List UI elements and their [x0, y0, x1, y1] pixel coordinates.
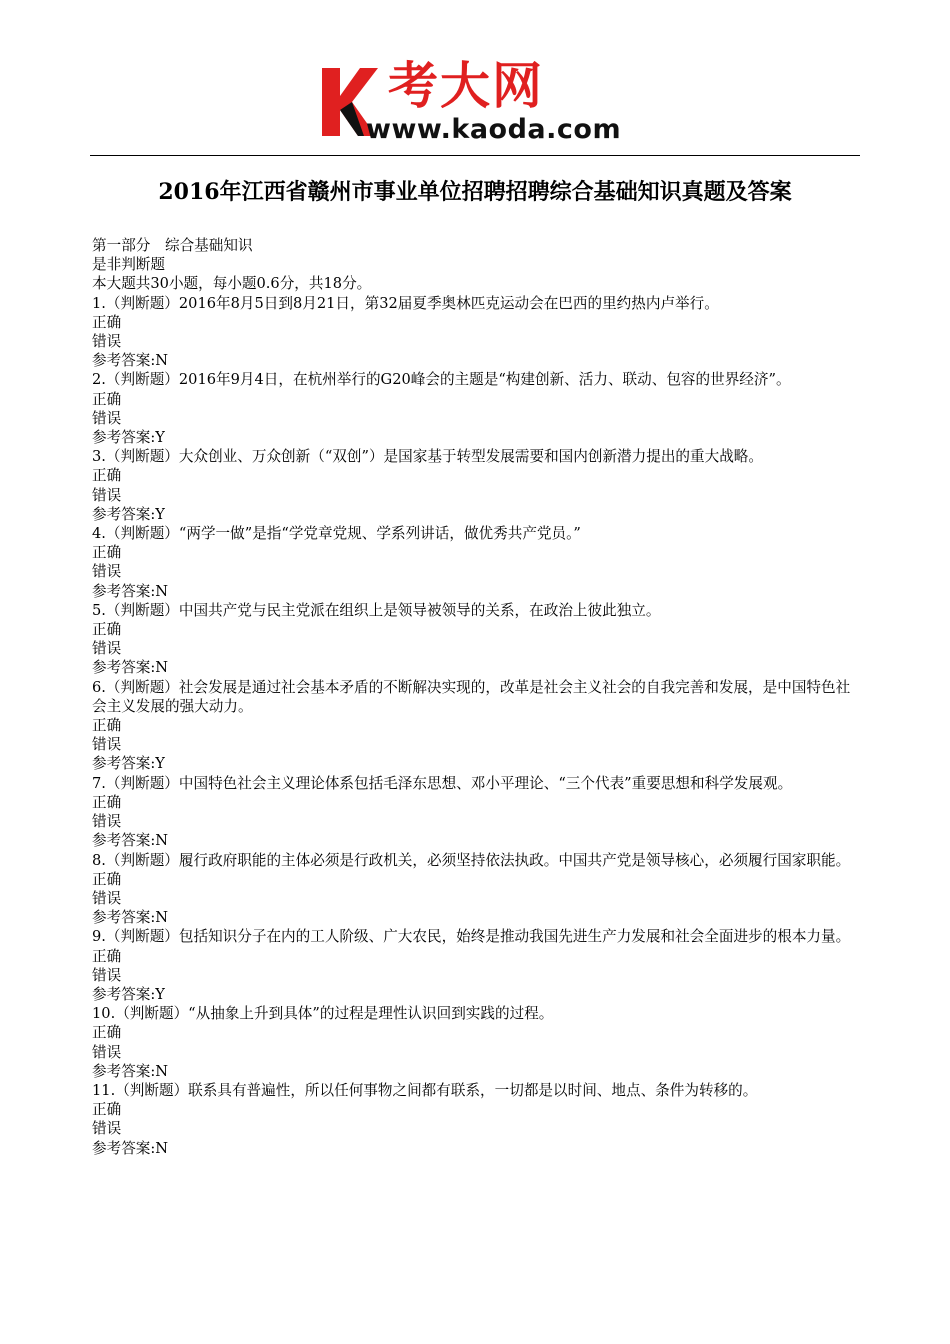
question-text: 9.（判断题）包括知识分子在内的工人阶级、广大农民，始终是推动我国先进生产力发展和社会全面进步的根本力量。: [92, 928, 851, 946]
option-false: 错误: [92, 333, 122, 351]
option-false: 错误: [92, 736, 122, 754]
question-text: 1.（判断题）2016年8月5日到8月21日，第32届夏季奥林匹克运动会在巴西的里约热内卢举行。: [92, 294, 719, 312]
option-false: 错误: [92, 486, 122, 504]
option-true: 正确: [92, 1024, 122, 1042]
option-true: 正确: [92, 1101, 122, 1119]
question-text: 6.（判断题）社会发展是通过社会基本矛盾的不断解决实现的，改革是社会主义社会的自我完善和发展，是中国特色社会主义发展的强大动力。: [92, 678, 851, 715]
logo-brand-name: 考大网: [388, 57, 544, 115]
reference-answer: 参考答案:N: [92, 1139, 169, 1157]
reference-answer: 参考答案:N: [92, 1062, 169, 1080]
reference-answer: 参考答案:Y: [92, 505, 165, 523]
option-false: 错误: [92, 966, 122, 984]
option-true: 正确: [92, 313, 122, 331]
part-heading: 第一部分 综合基础知识: [92, 237, 253, 254]
logo-url: www.kaoda.com: [366, 114, 622, 145]
option-false: 错误: [92, 1043, 122, 1061]
question-item: [92, 851, 854, 928]
question-text: 8.（判断题）履行政府职能的主体必须是行政机关，必须坚持依法执政。中国共产党是领导核心，必须履行国家职能。: [92, 851, 851, 869]
question-item: [92, 370, 854, 447]
question-item: [92, 678, 854, 774]
question-text: 3.（判断题）大众创业、万众创新（“双创”）是国家基于转型发展需要和国内创新潜力提出的重大战略。: [92, 448, 763, 466]
kaoda-logo: [318, 58, 648, 150]
page-title: 2016年江西省赣州市事业单位招聘招聘综合基础知识真题及答案: [158, 179, 792, 205]
question-item: [92, 1081, 854, 1158]
option-true: 正确: [92, 717, 122, 735]
question-item: [92, 601, 854, 678]
question-item: [92, 524, 854, 601]
reference-answer: 参考答案:N: [92, 832, 169, 850]
option-true: 正确: [92, 467, 122, 485]
header-divider: [90, 155, 860, 156]
reference-answer: 参考答案:Y: [92, 755, 165, 773]
option-true: 正确: [92, 947, 122, 965]
reference-answer: 参考答案:Y: [92, 429, 165, 447]
question-item: [92, 774, 854, 851]
question-item: [92, 447, 854, 524]
option-true: 正确: [92, 793, 122, 811]
question-text: 5.（判断题）中国共产党与民主党派在组织上是领导被领导的关系，在政治上彼此独立。: [92, 601, 661, 619]
option-false: 错误: [92, 563, 122, 581]
option-false: 错误: [92, 640, 122, 658]
option-false: 错误: [92, 1120, 122, 1138]
reference-answer: 参考答案:N: [92, 909, 169, 927]
option-false: 错误: [92, 409, 122, 427]
question-item: [92, 927, 854, 1004]
option-true: 正确: [92, 390, 122, 408]
question-text: 11.（判断题）联系具有普遍性，所以任何事物之间都有联系，一切都是以时间、地点、条件为转移的。: [92, 1081, 758, 1099]
option-false: 错误: [92, 889, 122, 907]
option-true: 正确: [92, 621, 122, 639]
question-item: [92, 1004, 854, 1081]
question-text: 2.（判断题）2016年9月4日，在杭州举行的G20峰会的主题是“构建创新、活力、联动、包容的世界经济”。: [92, 371, 791, 389]
option-false: 错误: [92, 813, 122, 831]
section-instructions: 本大题共30小题，每小题0.6分，共18分。: [92, 275, 372, 293]
reference-answer: 参考答案:Y: [92, 985, 165, 1003]
reference-answer: 参考答案:N: [92, 352, 169, 370]
question-text: 10.（判断题）“从抽象上升到具体”的过程是理性认识回到实践的过程。: [92, 1005, 554, 1023]
question-text: 7.（判断题）中国特色社会主义理论体系包括毛泽东思想、邓小平理论、“三个代表”重要思想和科学发展观。: [92, 774, 793, 792]
section-heading: 是非判断题: [92, 256, 165, 274]
question-item: [92, 294, 854, 371]
question-text: 4.（判断题）“两学一做”是指“学党章党规、学系列讲话，做优秀共产党员。”: [92, 525, 581, 543]
reference-answer: 参考答案:N: [92, 582, 169, 600]
option-true: 正确: [92, 544, 122, 562]
option-true: 正确: [92, 870, 122, 888]
reference-answer: 参考答案:N: [92, 659, 169, 677]
document-body: [92, 236, 854, 1158]
